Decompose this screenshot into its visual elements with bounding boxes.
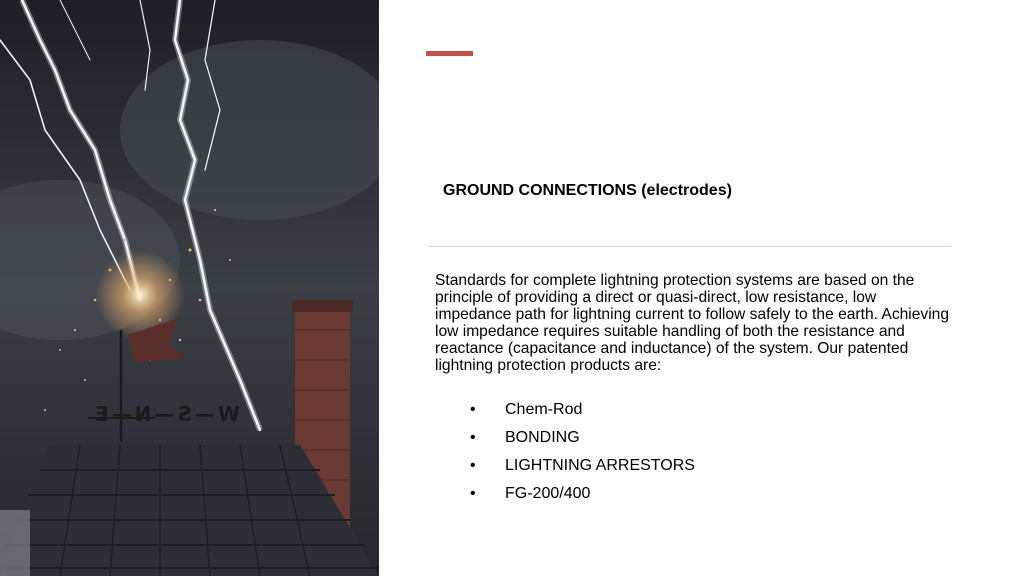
bullet-icon: • — [470, 457, 476, 474]
bullet-icon: • — [470, 429, 476, 446]
list-item — [470, 484, 695, 512]
lightning-weathervane-photo — [0, 0, 379, 576]
list-item — [470, 400, 695, 428]
divider-line — [428, 246, 951, 247]
list-item-label: BONDING — [505, 429, 580, 446]
list-item-label: Chem-Rod — [505, 401, 583, 418]
bullet-icon: • — [470, 401, 476, 418]
list-item — [470, 456, 695, 484]
product-list — [470, 400, 695, 512]
weathervane-letters: W—S—N—E — [92, 402, 240, 426]
accent-bar — [426, 51, 473, 56]
bullet-icon: • — [470, 485, 476, 502]
list-item — [470, 428, 695, 456]
slide-title: GROUND CONNECTIONS (electrodes) — [443, 182, 732, 199]
list-item-label: LIGHTNING ARRESTORS — [505, 457, 695, 474]
list-item-label: FG-200/400 — [505, 485, 591, 502]
body-paragraph: Standards for complete lightning protection systems are based on the principle of providing a direct or quasi-direct, low resistance, low impedance path for lightning current to follow safely to the earth. Achieving low impedance requires suitable handling of both the resistance and reactance (capacitance and inductance) of the system. Our patented lightning protection products are: — [435, 272, 950, 374]
